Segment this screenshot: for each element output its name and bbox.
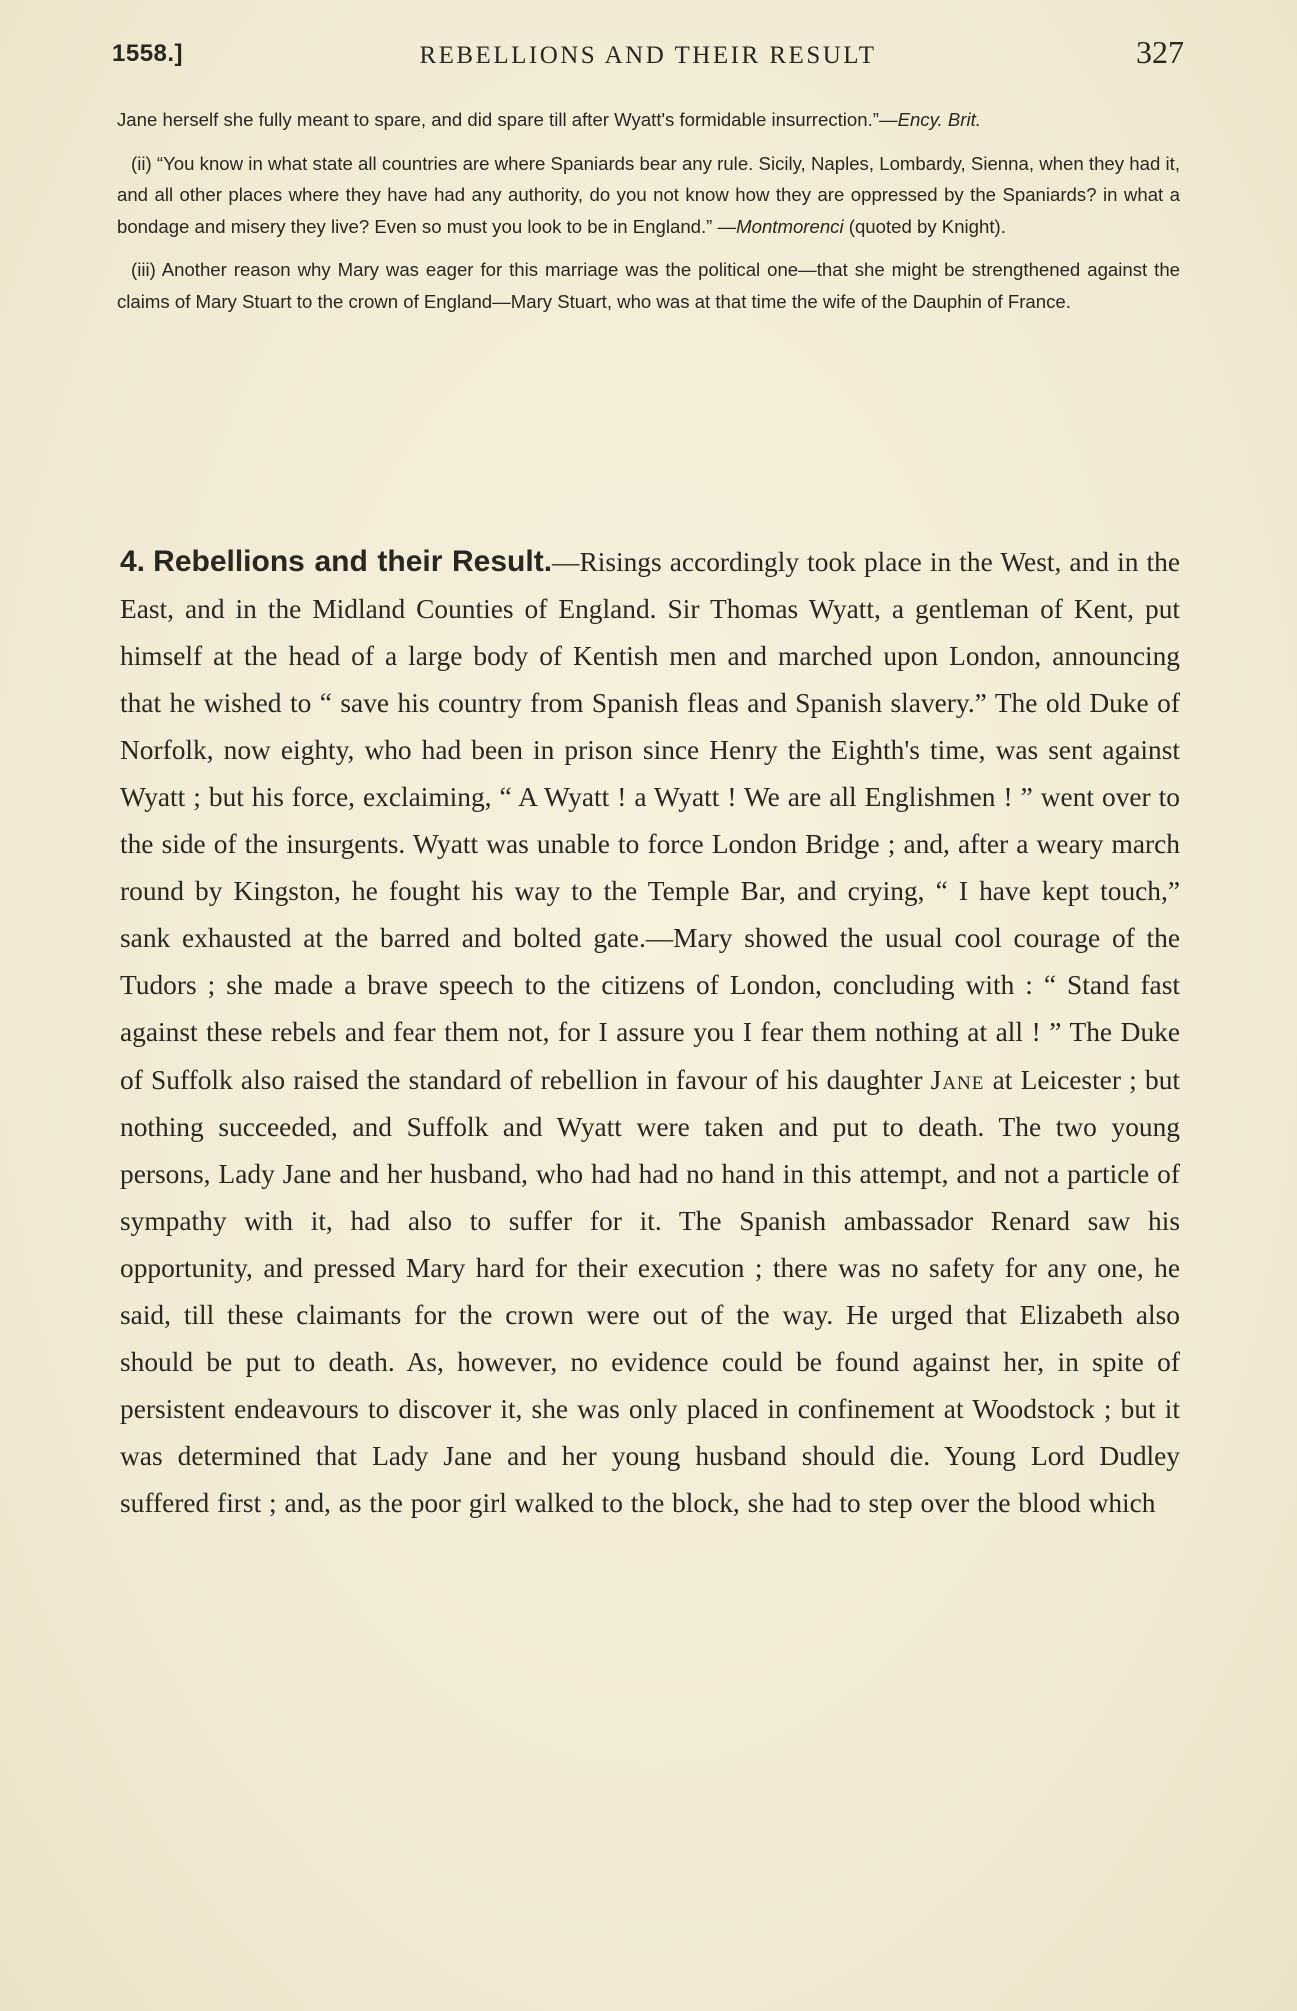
note-2-text: (ii) “You know in what state all countries are where Spaniards bear any rule. Sicily, Naples, Lombardy, Sienna, when they had it, and all other places where they have had any authority, do you not know how they are oppressed by the Spaniards? in what a bondage and misery they live? Even so must you look to be in England.” — [117, 152, 1180, 237]
header-title: REBELLIONS AND THEIR RESULT [419, 42, 877, 69]
note-2-source: Montmorenci [736, 215, 844, 237]
page-number: 327 [1136, 34, 1184, 70]
main-section [120, 538, 1180, 1527]
section-title: Rebellions and their Result. [153, 545, 553, 578]
note-1-source: Ency. Brit. [897, 109, 981, 130]
section-jane: Jane [930, 1064, 985, 1095]
note-2-suffix: (quoted by Knight). [843, 215, 1006, 237]
note-3-text: (iii) Another reason why Mary was eager for this marriage was the political one—that she might be strengthened against the claims of Mary Stuart to the crown of England—Mary Stuart, who was at that time the wife of the Dauphin of France. [117, 259, 1180, 312]
footnotes-block [117, 104, 1180, 329]
note-3 [117, 254, 1180, 317]
section-number: 4. [120, 545, 146, 578]
section-text-2: at Leicester ; but nothing succeeded, and Suffolk and Wyatt were taken and put to death. The two young persons, Lady Jane and her husband, who had had no hand in this attempt, and not a particle of sympathy with it, had also to suffer for it. The Spanish ambassador Renard saw his opportunity, and pressed Mary hard for their execution ; there was no safety for any one, he said, till these claimants for the crown were out of the way. He urged that Elizabeth also should be put to death. As, however, no evidence could be found against her, in spite of persistent endeavours to discover it, she was only placed in confinement at Woodstock ; but it was determined that Lady Jane and her young husband should die. Young Lord Dudley suffered first ; and, as the poor girl walked to the block, she had to step over the blood which [120, 1064, 1180, 1518]
note-1 [117, 104, 1180, 136]
running-header [112, 34, 1184, 74]
note-1-text: Jane herself she fully meant to spare, and did spare till after Wyatt's formidable insurrection.”— [117, 109, 898, 130]
header-year: 1558.] [112, 40, 184, 67]
note-2 [117, 148, 1180, 243]
section-text-1: —Risings accordingly took place in the West, and in the East, and in the Midland Counties of England. Sir Thomas Wyatt, a gentleman of Kent, put himself at the head of a large body of Kentish men and marched upon London, announcing that he wished to “ save his country from Spanish fleas and Spanish slavery.” The old Duke of Norfolk, now eighty, who had been in prison since Henry the Eighth's time, was sent against Wyatt ; but his force, exclaiming, “ A Wyatt ! a Wyatt ! We are all Englishmen ! ” went over to the side of the insurgents. Wyatt was unable to force London Bridge ; and, after a weary march round by Kingston, he fought his way to the Temple Bar, and crying, “ I have kept touch,” sank exhausted at the barred and bolted gate.—Mary showed the usual cool courage of the Tudors ; she made a brave speech to the citizens of London, concluding with : “ Stand fast against these rebels and fear them not, for I assure you I fear them nothing at all ! ” The Duke of Suffolk also raised the standard of rebellion in favour of his daughter [120, 547, 1180, 1095]
section-paragraph [120, 538, 1180, 1527]
